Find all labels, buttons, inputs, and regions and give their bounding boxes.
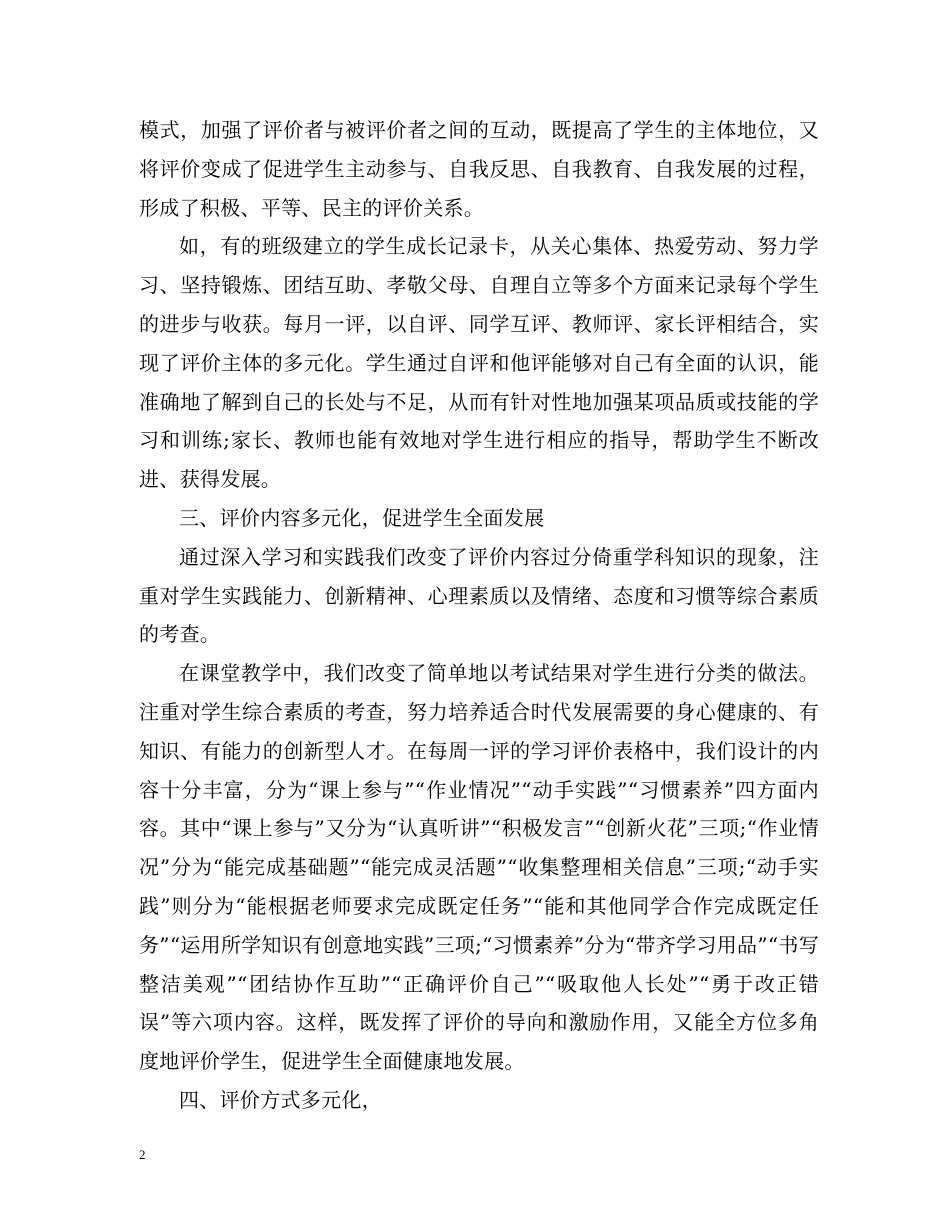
paragraph-1: 模式，加强了评价者与被评价者之间的互动，既提高了学生的主体地位，又将评价变成了促进学生主动参与、自我反思、自我教育、自我发展的过程，形成了积极、平等、民主的评价关系。 [139,118,819,220]
paragraph-2: 如，有的班级建立的学生成长记录卡，从关心集体、热爱劳动、努力学习、坚持锻炼、团结互助、孝敬父母、自理自立等多个方面来记录每个学生的进步与收获。每月一评，以自评、同学互评、教师评、家长评相结合，实现了评价主体的多元化。学生通过自评和他评能够对自己有全面的认识，能准确地了解到自己的长处与不足，从而有针对性地加强某项品质或技能的学习和训练;家长、教师也能有效地对学生进行相应的指导，帮助学生不断改进、获得发展。 [139,234,819,492]
paragraph-5: 在课堂教学中，我们改变了简单地以考试结果对学生进行分类的做法。注重对学生综合素质的考查，努力培养适合时代发展需要的身心健康的、有知识、有能力的创新型人才。在每周一评的学习评价表格中，我们设计的内容十分丰富，分为“课上参与”“作业情况”“动手实践”“习惯素养”四方面内容。其中“课上参与”又分为“认真听讲”“积极发言”“创新火花”三项;“作业情况”分为“能完成基础题”“能完成灵活题”“收集整理相关信息”三项;“动手实践”则分为“能根据老师要求完成既定任务”“能和其他同学合作完成既定任务”“运用所学知识有创意地实践”三项;“习惯素养”分为“带齐学习用品”“书写整洁美观”“团结协作互助”“正确评价自己”“吸取他人长处”“勇于改正错误”等六项内容。这样，既发挥了评价的导向和激励作用，又能全方位多角度地评价学生，促进学生全面健康地发展。 [139,661,819,1074]
paragraph-4: 通过深入学习和实践我们改变了评价内容过分倚重学科知识的现象，注重对学生实践能力、创新精神、心理素质以及情绪、态度和习惯等综合素质的考查。 [139,544,819,647]
section-heading-3: 三、评价内容多元化，促进学生全面发展 [179,505,545,530]
document-body [139,111,819,1120]
section-heading-4: 四、评价方式多元化， [179,1087,382,1112]
page-number: 2 [139,1147,146,1162]
